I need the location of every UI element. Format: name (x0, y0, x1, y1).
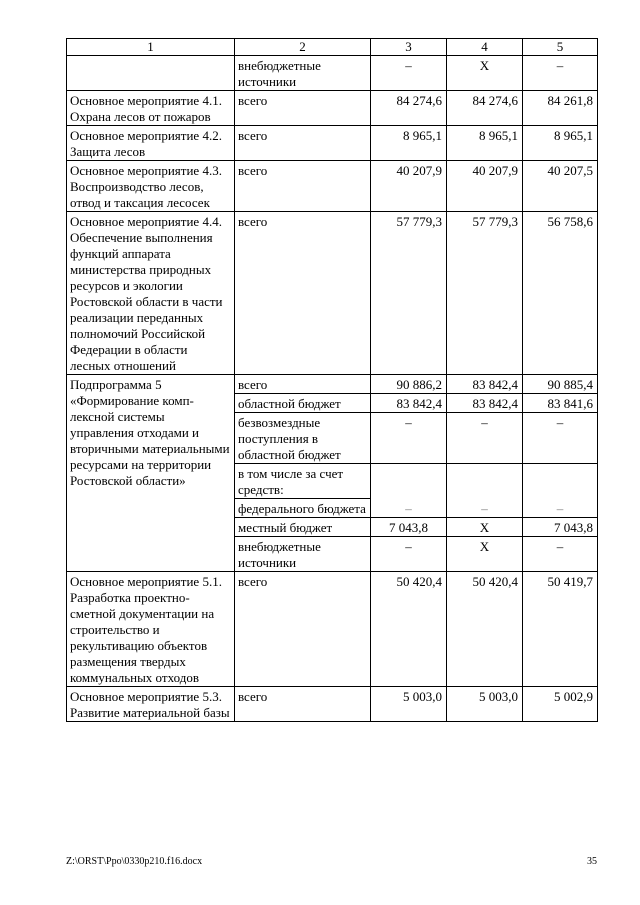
row-value-4: 57 779,3 (447, 212, 523, 375)
row-value-5: 50 419,7 (523, 572, 598, 687)
table-row (67, 212, 598, 375)
row-value-3: – (371, 413, 447, 464)
row-type: областной бюджет (235, 394, 371, 413)
row-value-5: – (523, 56, 598, 91)
row-value-5: 8 965,1 (523, 126, 598, 161)
table-row (67, 687, 598, 722)
page-number: 35 (587, 856, 597, 867)
subprogram-name: Подпрограмма 5 «Формирование комп-лексной системы управления отходами и вторичными материальными ресурсами на территории Ростовской области» (67, 375, 235, 572)
row-value-5: 7 043,8 (523, 518, 598, 537)
row-value-4: 8 965,1 (447, 126, 523, 161)
row-value-3: 7 043,8 (371, 518, 447, 537)
row-name (67, 56, 235, 91)
row-type: всего (235, 126, 371, 161)
row-name: Основное мероприятие 4.3. Воспроизводство лесов, отвод и таксация лесосек (67, 161, 235, 212)
row-value-3: 50 420,4 (371, 572, 447, 687)
row-value-4: Х (447, 56, 523, 91)
row-value-4: 83 842,4 (447, 394, 523, 413)
row-type: местный бюджет (235, 518, 371, 537)
row-value-3: 84 274,6 (371, 91, 447, 126)
row-type: в том числе за счет средств: (235, 464, 371, 499)
row-value-5: – (523, 537, 598, 572)
row-value-3: – (371, 56, 447, 91)
row-value-3 (371, 464, 447, 499)
row-value-5: 84 261,8 (523, 91, 598, 126)
subprogram-row (67, 375, 598, 394)
row-value-4: Х (447, 518, 523, 537)
row-value-4: 40 207,9 (447, 161, 523, 212)
row-value-3: 5 003,0 (371, 687, 447, 722)
row-value-4: 5 003,0 (447, 687, 523, 722)
row-value-5 (523, 464, 598, 499)
row-name: Основное мероприятие 5.3. Развитие материальной базы (67, 687, 235, 722)
header-cell-1: 1 (67, 39, 235, 56)
budget-table (66, 38, 598, 722)
table-header-row (67, 39, 598, 56)
row-value-3: 40 207,9 (371, 161, 447, 212)
row-value-4: – (447, 499, 523, 518)
row-name: Основное мероприятие 4.1. Охрана лесов от пожаров (67, 91, 235, 126)
row-value-3: 90 886,2 (371, 375, 447, 394)
row-name: Основное мероприятие 4.2. Защита лесов (67, 126, 235, 161)
row-value-3: – (371, 537, 447, 572)
row-value-5: 83 841,6 (523, 394, 598, 413)
table-row (67, 572, 598, 687)
row-value-3: – (371, 499, 447, 518)
row-value-5: 56 758,6 (523, 212, 598, 375)
row-type: всего (235, 161, 371, 212)
header-cell-5: 5 (523, 39, 598, 56)
header-cell-3: 3 (371, 39, 447, 56)
row-value-4 (447, 464, 523, 499)
row-value-3: 83 842,4 (371, 394, 447, 413)
row-value-5: 5 002,9 (523, 687, 598, 722)
row-type: внебюджетные источники (235, 56, 371, 91)
row-value-5: 40 207,5 (523, 161, 598, 212)
file-path: Z:\ORST\Ppo\0330p210.f16.docx (66, 856, 203, 867)
row-value-4: Х (447, 537, 523, 572)
header-cell-2: 2 (235, 39, 371, 56)
row-value-4: 50 420,4 (447, 572, 523, 687)
table-row (67, 91, 598, 126)
header-cell-4: 4 (447, 39, 523, 56)
row-value-5: – (523, 499, 598, 518)
row-value-4: 84 274,6 (447, 91, 523, 126)
row-name: Основное мероприятие 5.1. Разработка проектно-сметной документации на строительство и рекультивацию объектов размещения твердых коммунальных отходов (67, 572, 235, 687)
row-type: всего (235, 212, 371, 375)
table-row (67, 126, 598, 161)
row-value-3: 57 779,3 (371, 212, 447, 375)
row-type: всего (235, 572, 371, 687)
row-type: всего (235, 687, 371, 722)
row-value-5: 90 885,4 (523, 375, 598, 394)
row-value-4: – (447, 413, 523, 464)
row-type: федерального бюджета (235, 499, 371, 518)
row-value-5: – (523, 413, 598, 464)
row-name: Основное мероприятие 4.4. Обеспечение выполнения функций аппарата министерства природных ресурсов и экологии Ростовской области в части реализации переданных полномочий Российской Федерации в области лесных отношений (67, 212, 235, 375)
table-row (67, 161, 598, 212)
row-type: всего (235, 91, 371, 126)
table-row (67, 56, 598, 91)
row-type: внебюджетные источники (235, 537, 371, 572)
row-type: всего (235, 375, 371, 394)
row-value-3: 8 965,1 (371, 126, 447, 161)
row-value-4: 83 842,4 (447, 375, 523, 394)
row-type: безвозмездные поступления в областной бюджет (235, 413, 371, 464)
